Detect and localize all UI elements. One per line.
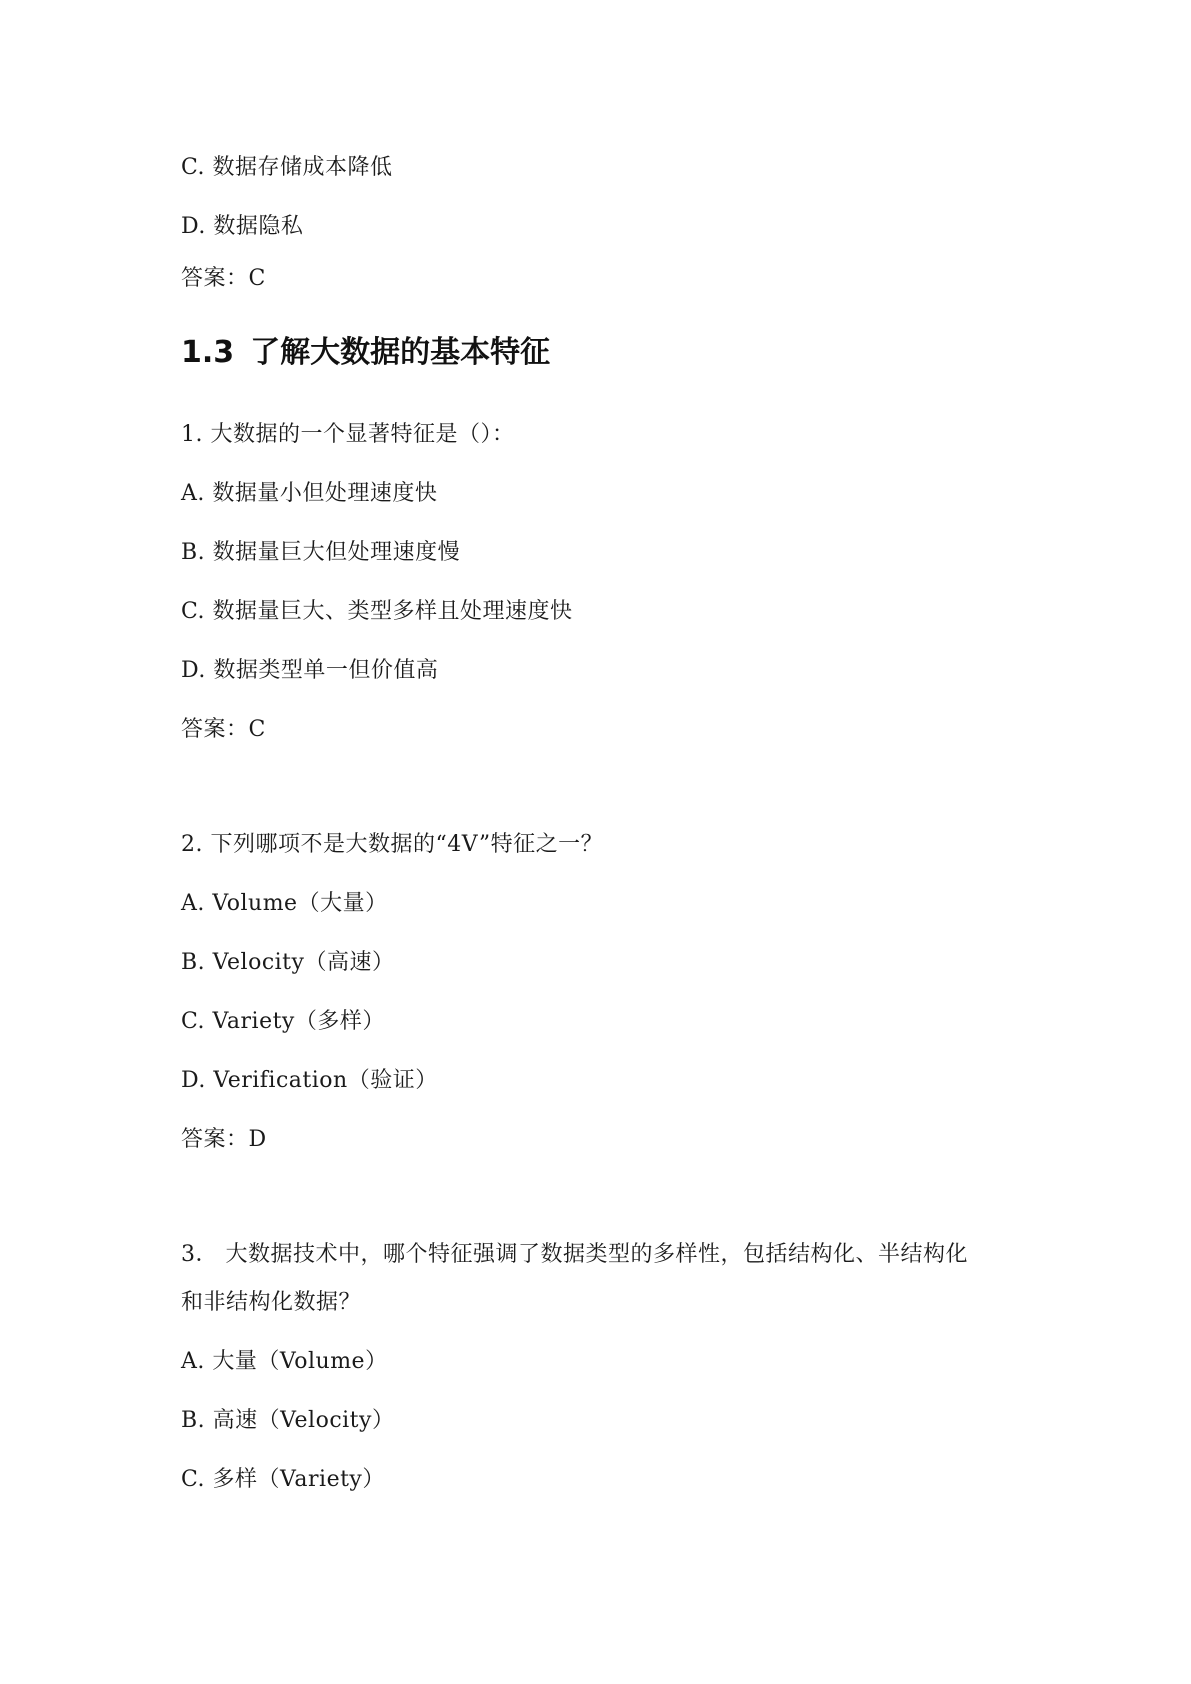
section-title: 了解大数据的基本特征: [250, 335, 551, 370]
option-a: A. 大量（Volume）: [181, 1349, 388, 1374]
option-d: D. 数据类型单一但价值高: [181, 658, 439, 683]
answer-line: 答案：C: [181, 266, 266, 291]
option-c: C. 多样（Variety）: [181, 1467, 385, 1492]
option-a: A. 数据量小但处理速度快: [181, 481, 438, 506]
option-c: C. 数据存储成本降低: [181, 155, 393, 180]
question-stem-continued: 和非结构化数据？: [181, 1290, 362, 1315]
option-b: B. 高速（Velocity）: [181, 1408, 395, 1433]
answer-line: 答案：D: [181, 1127, 267, 1152]
option-d: D. 数据隐私: [181, 214, 304, 239]
option-c: C. 数据量巨大、类型多样且处理速度快: [181, 599, 573, 624]
option-b: B. Velocity（高速）: [181, 950, 395, 975]
question-stem: 1. 大数据的一个显著特征是（）：: [181, 422, 515, 447]
question-stem: 3． 大数据技术中，哪个特征强调了数据类型的多样性，包括结构化、半结构化: [181, 1242, 968, 1267]
answer-line: 答案：C: [181, 717, 266, 742]
option-a: A. Volume（大量）: [181, 891, 388, 916]
option-d: D. Verification（验证）: [181, 1068, 438, 1093]
section-heading: [181, 333, 550, 373]
option-b: B. 数据量巨大但处理速度慢: [181, 540, 461, 565]
section-number: 1.3: [181, 335, 235, 370]
option-c: C. Variety（多样）: [181, 1009, 385, 1034]
question-stem: 2. 下列哪项不是大数据的“4V”特征之一？: [181, 832, 604, 857]
